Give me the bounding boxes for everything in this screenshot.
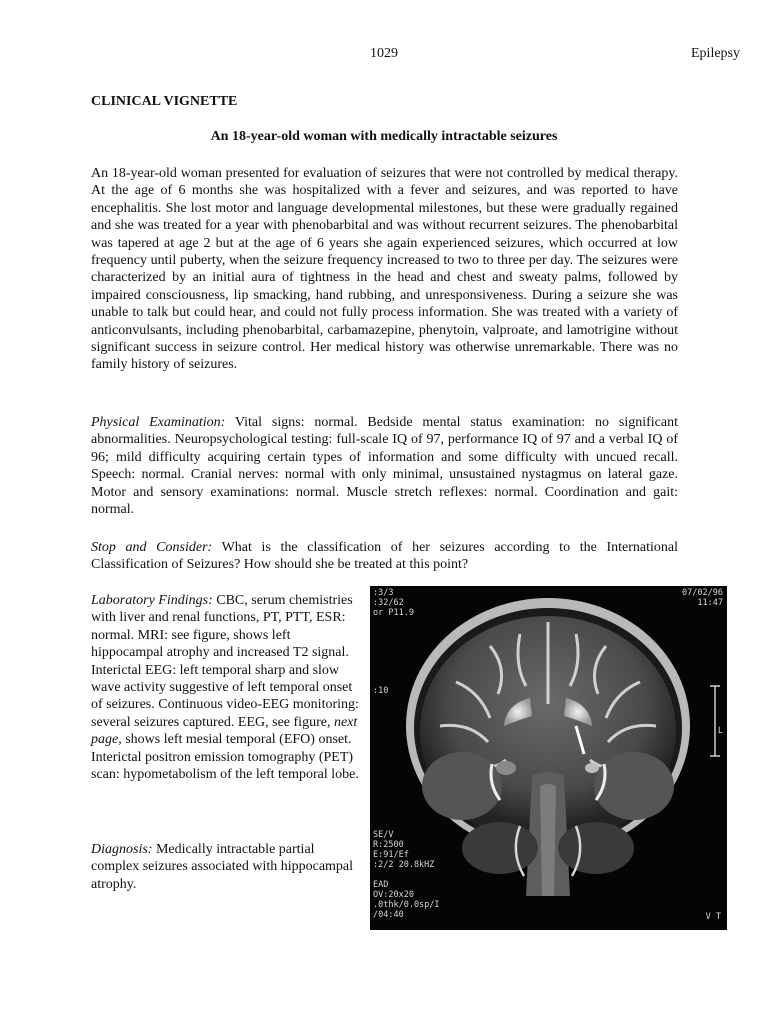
next-page-reference: next page,	[91, 714, 358, 748]
mri-figure	[370, 586, 727, 930]
diagnosis-paragraph	[91, 841, 363, 893]
lab-findings-text-end: shows left mesial temporal (EFO) onset. Interictal positron emission tomography (PET) scan: hypometabolism of the left temporal lobe.	[91, 732, 359, 783]
section-title: CLINICAL VIGNETTE	[91, 94, 238, 109]
physical-exam-label: Physical Examination:	[91, 415, 226, 430]
stop-consider-paragraph	[91, 539, 678, 574]
page-number: 1029	[370, 46, 398, 61]
mri-overlay-mid-left: :10	[373, 686, 389, 696]
mri-overlay-bottom-right: V T	[705, 912, 721, 922]
diagnosis-text: Medically intractable partial complex seizures associated with hippocampal atrophy.	[91, 842, 354, 892]
mri-overlay-top-right: 07/02/96 11:47	[682, 588, 723, 608]
mri-overlay-side-marker: L	[717, 726, 723, 736]
stop-consider-text: What is the classification of her seizures according to the International Classification of Seizures? How should she be treated at this point?	[91, 540, 678, 573]
mri-overlay-top-left: :3/3 :32/62 or P11.9	[373, 588, 414, 618]
physical-exam-text: Vital signs: normal. Bedside mental status examination: no significant abnormalities. Neuropsychological testing: full-scale IQ of 97, performance IQ of 97 and a verbal IQ of 96; mild difficulty acquiring certain types of information and some difficulty with uncued recall. Speech: normal. Cranial nerves: normal with only minimal, unsustained nystagmus on lateral gaze. Motor and sensory examinations: normal. Muscle stretch reflexes: normal. Coordination and gait: normal.	[91, 415, 678, 518]
stop-consider-label: Stop and Consider:	[91, 540, 213, 555]
diagnosis-label: Diagnosis:	[91, 842, 153, 857]
case-title: An 18-year-old woman with medically intractable seizures	[210, 129, 558, 144]
lab-findings-text: CBC, serum chemistries with liver and renal functions, PT, PTT, ESR: normal. MRI: see figure, shows left hippocampal atrophy and increased T2 signal. Interictal EEG: left temporal sharp and slow wave activity suggestive of left temporal onset of seizures. Continuous video-EEG monitoring: several seizures captured. EEG, see figure,	[91, 593, 359, 730]
running-head: Epilepsy	[691, 46, 740, 61]
mri-overlay-bottom-left: SE/V R:2500 E:91/Ef :2/2 20.8kHZ EAD OV:20x20 .0thk/0.0sp/I /04:40	[373, 830, 440, 920]
lab-findings-paragraph	[91, 592, 363, 783]
physical-exam-paragraph	[91, 414, 678, 518]
lab-findings-label: Laboratory Findings:	[91, 593, 213, 608]
presentation-paragraph: An 18-year-old woman presented for evaluation of seizures that were not controlled by medical therapy. At the age of 6 months she was hospitalized with a fever and seizures, and was reported to have encephalitis. She lost motor and language developmental milestones, but these were gradually regained and she was treated for a year with phenobarbital and was without recurrent seizures. The phenobarbital was tapered at age 2 but at the age of 6 years she again experienced seizures, which occurred at low frequency until puberty, when the seizure frequency increased to two to three per day. The seizures were characterized by an initial aura of tightness in the head and chest and sweaty palms, followed by impaired consciousness, lip smacking, hand rubbing, and unresponsiveness. During a seizure she was unable to talk but could hear, and could not fully process information. She was treated with a variety of anticonvulsants, including phenobarbital, carbamazepine, phenytoin, valproate, and lamotrigine without significant success in seizure control. Her medical history was otherwise unremarkable. There was no family history of seizures.	[91, 166, 678, 373]
